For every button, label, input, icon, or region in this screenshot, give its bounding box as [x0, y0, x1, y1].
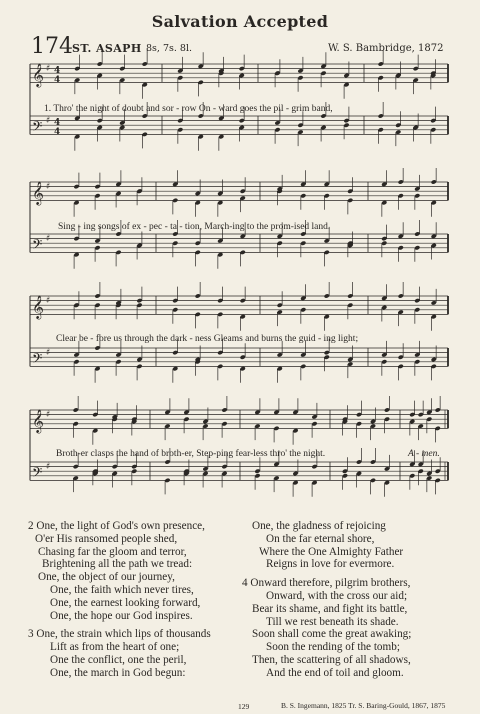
sharp-icon: ♯: [46, 295, 51, 306]
verse-line: O'er His ransomed people shed,: [35, 532, 178, 545]
verse-line: Soon shall come the great awaking;: [252, 628, 412, 641]
composer: W. S. Bambridge, 1872: [328, 43, 444, 54]
verse-line: Till we rest beneath its shade.: [266, 615, 399, 628]
treble-clef-icon: 𝄞: [32, 408, 44, 433]
meter: 8s, 7s. 8l.: [146, 43, 193, 54]
treble-clef-icon: 𝄞: [32, 62, 44, 87]
verse-line: One, the earnest looking forward,: [50, 596, 201, 609]
verse-line: One, the march in God begun:: [50, 666, 186, 679]
bass-clef-icon: 𝄢: [32, 118, 43, 138]
sharp-icon: ♯: [46, 347, 51, 358]
verse-line: 2 One, the light of God's own presence,: [28, 520, 205, 532]
sharp-icon: ♯: [46, 233, 51, 244]
verse-line: On the far eternal shore,: [266, 532, 375, 545]
verse-line: Chasing far the gloom and terror,: [38, 545, 187, 558]
verse-line: Onward, with the cross our aid;: [266, 589, 408, 602]
treble-clef-icon: 𝄞: [32, 294, 44, 319]
verse-line: Lift as from the heart of one;: [50, 641, 180, 654]
time-signature: 4: [54, 66, 61, 77]
verse-line: Reigns in love for evermore.: [266, 558, 395, 571]
verse-line: Soon the rending of the tomb;: [266, 641, 400, 654]
verse-line: One, the gladness of rejoicing: [252, 520, 386, 532]
treble-clef-icon: 𝄞: [32, 180, 44, 205]
verses-right-column: [242, 520, 412, 680]
verse-line: Where the One Almighty Father: [259, 545, 404, 558]
verse-line: 3 One, the strain which lips of thousands: [28, 628, 211, 641]
verse-line: One, the faith which never tires,: [50, 583, 194, 596]
time-signature: 4: [54, 118, 61, 129]
verse-line: 4 Onward therefore, pilgrim brothers,: [242, 577, 411, 590]
lyric-line-4: Broth-er clasps the hand of broth-er, Step-ping fear-less thro' the night.: [56, 449, 326, 459]
bass-clef-icon: 𝄢: [32, 236, 43, 256]
author-credit: B. S. Ingemann, 1825 Tr. S. Baring-Gould, 1867, 1875: [281, 701, 446, 710]
verse-line: One, the object of our journey,: [38, 571, 175, 584]
sharp-icon: ♯: [46, 63, 51, 74]
hymn-number: 174: [31, 34, 73, 59]
sharp-icon: ♯: [46, 409, 51, 420]
verse-line: One, the hope our God inspires.: [50, 609, 193, 622]
lyric-line-3: Clear be - fore us through the dark - ness Gleams and burns the guid - ing light;: [56, 334, 359, 344]
verse-line: One the conflict, one the peril,: [50, 653, 187, 666]
page-number: 129: [238, 702, 250, 711]
time-signature: 4: [54, 75, 61, 86]
verse-line: Bear its shame, and fight its battle,: [252, 602, 408, 615]
amen-label: A - men.: [408, 449, 440, 459]
verses-left-column: [28, 520, 211, 680]
lyric-line-1: 1. Thro' the night of doubt and sor - row On - ward goes the pil - grim band,: [44, 104, 333, 114]
verse-line: Brightening all the path we tread:: [42, 558, 193, 571]
tune-name: ST. ASAPH: [72, 42, 142, 55]
verse-line: Then, the scattering of all shadows,: [252, 653, 411, 666]
sharp-icon: ♯: [46, 115, 51, 126]
bass-clef-icon: 𝄢: [32, 350, 43, 370]
sharp-icon: ♯: [46, 461, 51, 472]
bass-clef-icon: 𝄢: [32, 464, 43, 484]
lyric-line-2: Sing - ing songs of ex - pec - ta - tion, March-ing to the prom-ised land.: [58, 222, 331, 232]
verse-line: And the end of toil and gloom.: [266, 666, 404, 679]
hymn-title: Salvation Accepted: [151, 12, 329, 31]
sharp-icon: ♯: [46, 181, 51, 192]
time-signature: 4: [54, 127, 61, 138]
